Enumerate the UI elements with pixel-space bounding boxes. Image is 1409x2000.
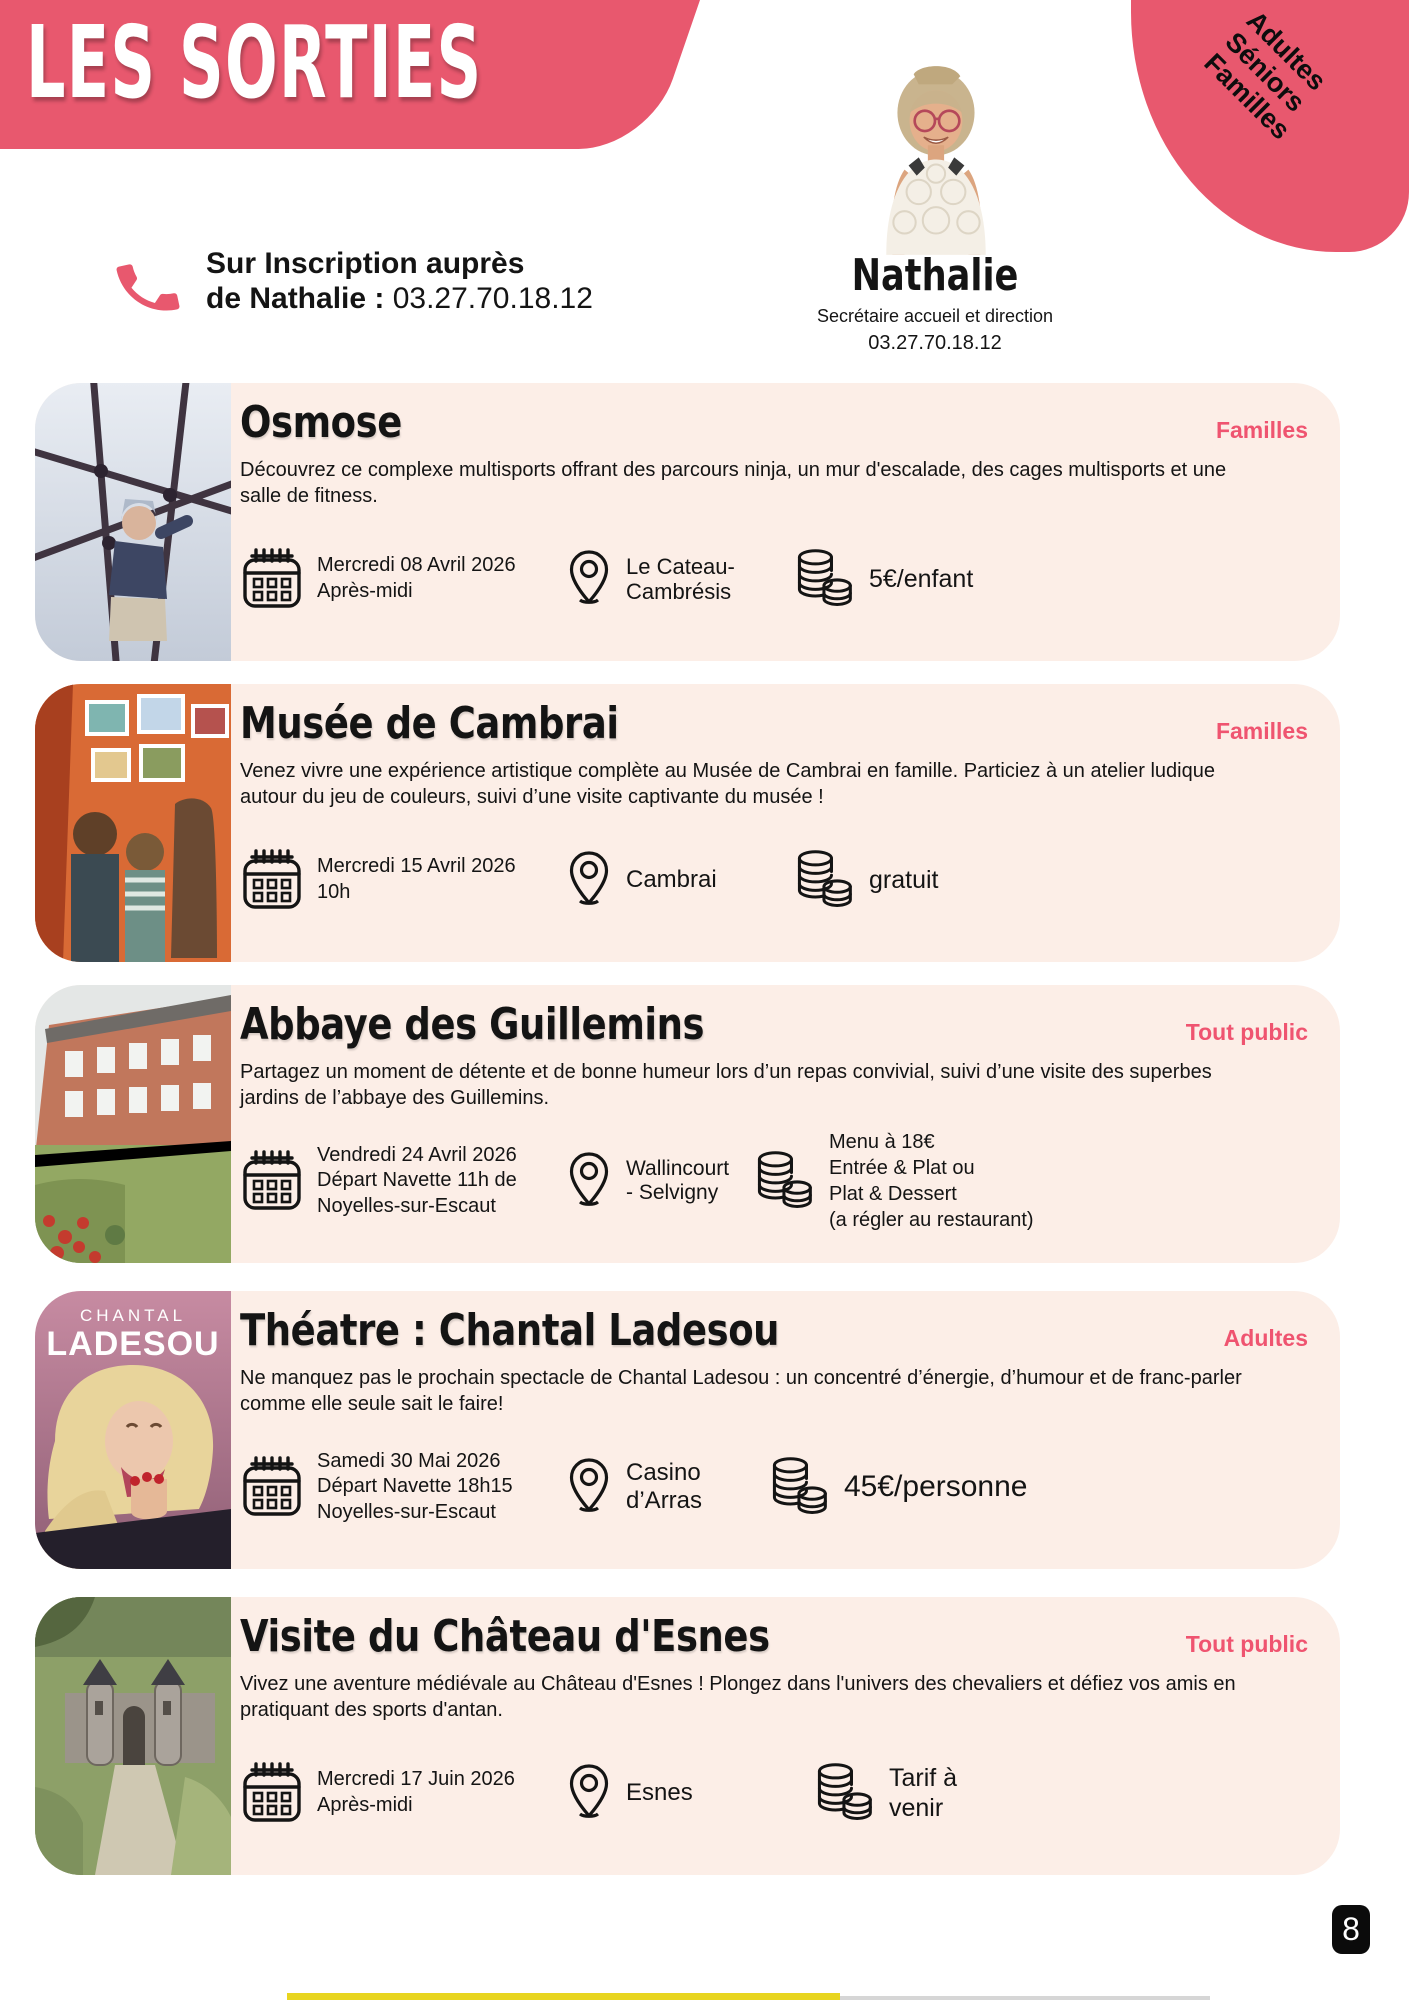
contact-line1: Sur Inscription auprès (206, 247, 525, 280)
event-price: Menu à 18€ Entrée & Plat ou Plat & Dessert (a régler au restaurant) (750, 1129, 1034, 1233)
event-date: Samedi 30 Mai 2026 Départ Navette 18h15 Noyelles-sur-Escaut (240, 1449, 565, 1526)
event-details (240, 1421, 1312, 1553)
audience-badge: Tout public (1185, 1631, 1308, 1657)
card-image-osmose (35, 383, 231, 661)
calendar-icon (240, 1455, 304, 1519)
event-date: Mercredi 17 Juin 2026 Après-midi (240, 1761, 565, 1825)
location-pin-icon (565, 1150, 613, 1212)
calendar-icon (240, 1149, 304, 1213)
profile-name: Nathalie (851, 250, 1019, 301)
audience-badge: Familles (1215, 718, 1308, 744)
card-title: Abbaye des Guillemins (240, 999, 705, 1050)
event-location: Le Cateau- Cambrésis (565, 548, 790, 610)
registration-contact (112, 246, 593, 324)
event-details (240, 814, 1312, 946)
calendar-icon (240, 1761, 304, 1825)
coins-icon (790, 546, 856, 612)
card-description: Ne manquez pas le prochain spectacle de Chantal Ladesou : un concentré d’énergie, d’humour et de franc-parler comme elle seule sait le faire! (240, 1367, 1242, 1416)
profile-phone: 03.27.70.18.12 (868, 332, 1002, 354)
event-price: gratuit (790, 847, 938, 913)
page-title: LES SORTIES (26, 4, 483, 121)
footer-grey-strip (840, 1996, 1210, 2000)
profile-role: Secrétaire accueil et direction (816, 306, 1054, 326)
event-location: Cambrai (565, 849, 790, 911)
calendar-icon (240, 547, 304, 611)
coins-icon (750, 1148, 816, 1214)
event-details (240, 513, 1312, 645)
card-title: Théatre : Chantal Ladesou (240, 1305, 780, 1356)
event-card-abbaye-des-guillemins (35, 985, 1340, 1263)
event-date: Mercredi 08 Avril 2026 Après-midi (240, 547, 565, 611)
event-details (240, 1115, 1312, 1247)
calendar-icon (240, 848, 304, 912)
event-location: Casino d’Arras (565, 1456, 765, 1518)
event-card-theatre-chantal-ladesou (35, 1291, 1340, 1569)
card-description: Découvrez ce complexe multisports offrant des parcours ninja, un mur d'escalade, des cages multisports et une salle de fitness. (240, 459, 1227, 508)
location-pin-icon (565, 1456, 613, 1518)
card-description: Venez vivre une expérience artistique complète au Musée de Cambrai en famille. Particiez à un atelier ludique autour du jeu de couleurs, suivi d’une visite captivante du musée ! (240, 760, 1215, 809)
location-pin-icon (565, 849, 613, 911)
contact-line2-label: de Nathalie : (206, 282, 385, 316)
event-location: Esnes (565, 1762, 810, 1824)
event-date: Vendredi 24 Avril 2026 Départ Navette 11h de Noyelles-sur-Escaut (240, 1143, 565, 1220)
card-title: Musée de Cambrai (240, 698, 619, 749)
card-description: Vivez une aventure médiévale au Château d'Esnes ! Plongez dans l'univers des chevaliers et défiez vos amis en pratiquant des sports d'antan. (240, 1673, 1236, 1722)
coins-icon (790, 847, 856, 913)
event-price: 5€/enfant (790, 546, 973, 612)
location-pin-icon (565, 548, 613, 610)
audience-corner-tags: Adultes Séniors Familles (1197, 5, 1332, 146)
event-card-osmose (35, 383, 1340, 661)
card-image-chantal-ladesou (35, 1291, 231, 1569)
coins-icon (810, 1760, 876, 1826)
card-image-abbaye (35, 985, 231, 1263)
coins-icon (765, 1454, 831, 1520)
event-card-musee-de-cambrai (35, 684, 1340, 962)
card-description: Partagez un moment de détente et de bonne humeur lors d’un repas convivial, suivi d’une visite des superbes jardins de l’abbaye des Guillemins. (240, 1061, 1212, 1110)
event-details (240, 1727, 1312, 1859)
avatar (868, 60, 1005, 256)
card-image-musee (35, 684, 231, 962)
event-price: Tarif à venir (810, 1760, 957, 1826)
card-title: Osmose (240, 397, 402, 448)
contact-phone-number: 03.27.70.18.12 (384, 282, 593, 316)
audience-badge: Familles (1215, 417, 1308, 443)
event-date: Mercredi 15 Avril 2026 10h (240, 848, 565, 912)
svg-text:CHANTAL: CHANTAL (79, 1306, 187, 1325)
svg-text:LADESOU: LADESOU (46, 1325, 220, 1363)
location-pin-icon (565, 1762, 613, 1824)
contact-line2 (206, 281, 593, 316)
phone-icon (105, 245, 190, 330)
event-card-chateau-esnes (35, 1597, 1340, 1875)
event-location: Wallincourt - Selvigny (565, 1150, 750, 1212)
card-title: Visite du Château d'Esnes (240, 1611, 770, 1662)
audience-badge: Adultes (1223, 1325, 1308, 1351)
contact-text (206, 246, 593, 324)
card-image-chateau (35, 1597, 231, 1875)
page-number: 8 (1332, 1905, 1370, 1954)
footer-yellow-strip (287, 1993, 840, 2000)
event-price: 45€/personne (765, 1454, 1028, 1520)
audience-badge: Tout public (1185, 1019, 1308, 1045)
